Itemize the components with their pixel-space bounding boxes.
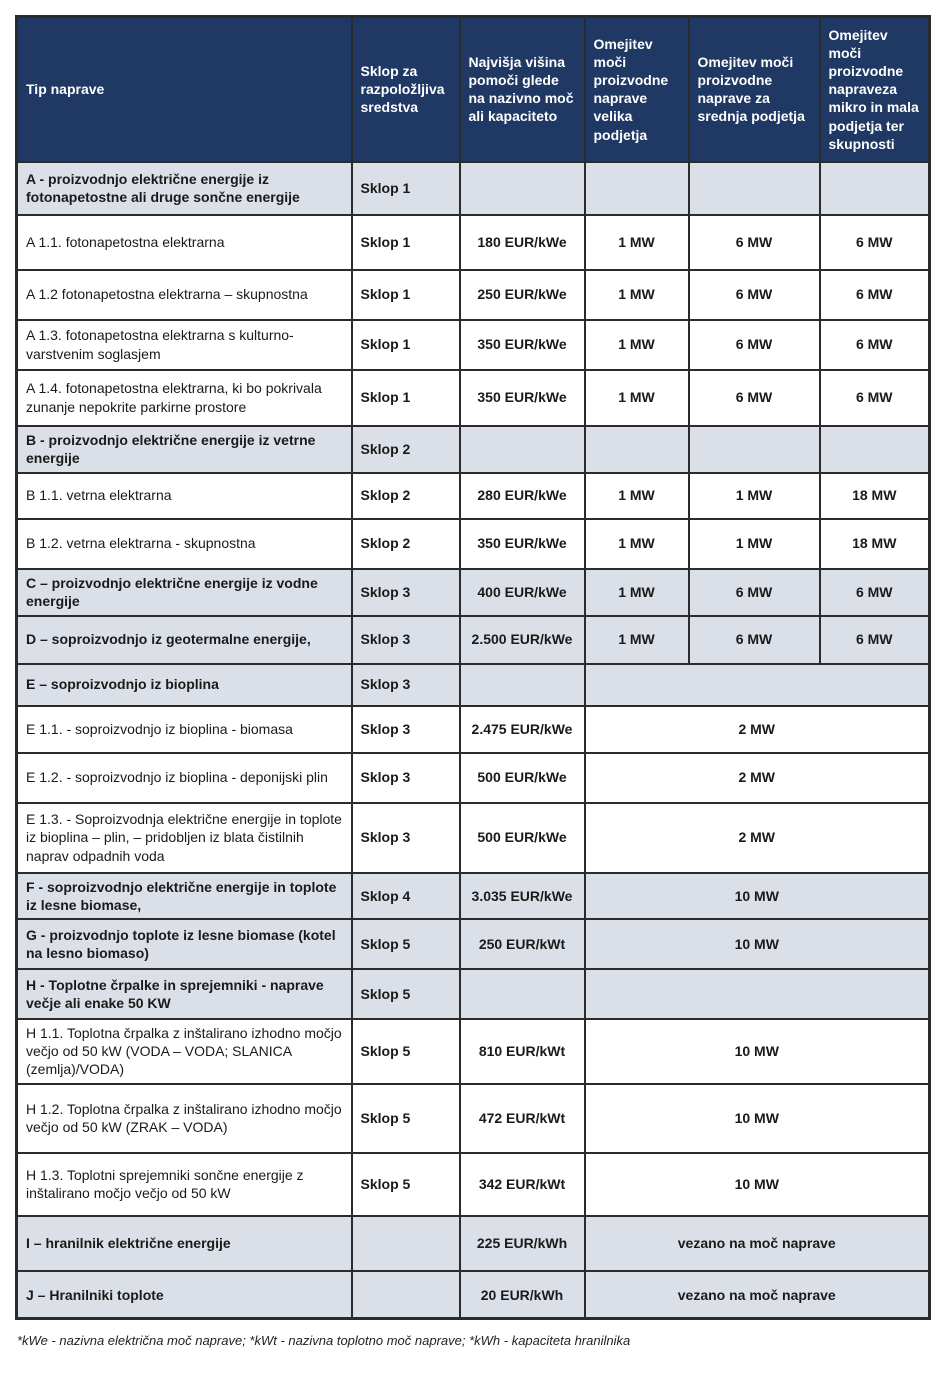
limit-medium-cell: 6 MW	[689, 569, 820, 616]
sklop-cell: Sklop 2	[352, 426, 460, 473]
device-type-cell: H 1.1. Toplotna črpalka z inštalirano izhodno močjo večjo od 50 kW (VODA – VODA; SLANICA (zemlja)/VODA)	[17, 1019, 352, 1084]
col-header-sklop: Sklop za razpoložljiva sredstva	[352, 17, 460, 162]
table-row	[17, 969, 930, 1019]
sklop-cell: Sklop 5	[352, 919, 460, 969]
col-header-limit-large: Omejitev moči proizvodne naprave velika podjetja	[585, 17, 689, 162]
header-row	[17, 17, 930, 162]
device-type-cell: I – hranilnik električne energije	[17, 1216, 352, 1271]
limit-merged-cell: 2 MW	[585, 706, 930, 753]
sklop-cell: Sklop 3	[352, 664, 460, 706]
aid-amount-cell: 250 EUR/kWt	[460, 919, 585, 969]
table-row	[17, 473, 930, 519]
device-type-cell: B - proizvodnjo električne energije iz vetrne energije	[17, 426, 352, 473]
device-type-cell: F - soproizvodnjo električne energije in toplote iz lesne biomase,	[17, 873, 352, 919]
sklop-cell: Sklop 1	[352, 370, 460, 426]
device-type-cell: A 1.3. fotonapetostna elektrarna s kulturno-varstvenim soglasjem	[17, 320, 352, 370]
limit-micro-cell	[820, 426, 930, 473]
limit-large-cell: 1 MW	[585, 616, 689, 664]
table-row	[17, 320, 930, 370]
limit-merged-cell	[585, 969, 930, 1019]
limit-merged-cell: 10 MW	[585, 1019, 930, 1084]
sklop-cell: Sklop 1	[352, 162, 460, 215]
table-row	[17, 919, 930, 969]
col-header-max-aid: Najvišja višina pomoči glede na nazivno moč ali kapaciteto	[460, 17, 585, 162]
table-row	[17, 1216, 930, 1271]
device-type-cell: C – proizvodnjo električne energije iz vodne energije	[17, 569, 352, 616]
device-type-cell: A - proizvodnjo električne energije iz fotonapetostne ali druge sončne energije	[17, 162, 352, 215]
aid-amount-cell: 3.035 EUR/kWe	[460, 873, 585, 919]
limit-merged-cell: 2 MW	[585, 753, 930, 803]
limit-large-cell: 1 MW	[585, 270, 689, 320]
limit-large-cell	[585, 162, 689, 215]
limit-merged-cell: vezano na moč naprave	[585, 1216, 930, 1271]
limit-medium-cell: 1 MW	[689, 519, 820, 569]
table-row	[17, 873, 930, 919]
sklop-cell: Sklop 3	[352, 616, 460, 664]
table-row	[17, 426, 930, 473]
limit-medium-cell	[689, 426, 820, 473]
limit-micro-cell: 6 MW	[820, 270, 930, 320]
aid-amount-cell	[460, 969, 585, 1019]
sklop-cell: Sklop 3	[352, 753, 460, 803]
device-type-cell: B 1.2. vetrna elektrarna - skupnostna	[17, 519, 352, 569]
limit-merged-cell: 10 MW	[585, 1153, 930, 1216]
aid-amount-cell: 500 EUR/kWe	[460, 803, 585, 873]
table-row	[17, 162, 930, 215]
aid-amount-cell: 2.500 EUR/kWe	[460, 616, 585, 664]
aid-amount-cell: 350 EUR/kWe	[460, 370, 585, 426]
aid-amount-cell: 350 EUR/kWe	[460, 519, 585, 569]
table-body	[17, 162, 930, 1319]
table-header	[17, 17, 930, 162]
sklop-cell: Sklop 1	[352, 215, 460, 270]
limit-medium-cell: 6 MW	[689, 215, 820, 270]
device-type-cell: H 1.2. Toplotna črpalka z inštalirano izhodno močjo večjo od 50 kW (ZRAK – VODA)	[17, 1084, 352, 1153]
subsidy-table	[15, 15, 931, 1320]
limit-merged-cell: 10 MW	[585, 873, 930, 919]
table-row	[17, 753, 930, 803]
table-row	[17, 1271, 930, 1319]
sklop-cell: Sklop 3	[352, 569, 460, 616]
limit-large-cell: 1 MW	[585, 473, 689, 519]
device-type-cell: H 1.3. Toplotni sprejemniki sončne energije z inštalirano močjo večjo od 50 kW	[17, 1153, 352, 1216]
aid-amount-cell: 225 EUR/kWh	[460, 1216, 585, 1271]
device-type-cell: B 1.1. vetrna elektrarna	[17, 473, 352, 519]
limit-large-cell: 1 MW	[585, 519, 689, 569]
aid-amount-cell: 342 EUR/kWt	[460, 1153, 585, 1216]
table-row	[17, 270, 930, 320]
limit-micro-cell: 18 MW	[820, 519, 930, 569]
sklop-cell: Sklop 3	[352, 803, 460, 873]
device-type-cell: A 1.4. fotonapetostna elektrarna, ki bo pokrivala zunanje nepokrite parkirne prostore	[17, 370, 352, 426]
aid-amount-cell: 500 EUR/kWe	[460, 753, 585, 803]
limit-merged-cell: 10 MW	[585, 919, 930, 969]
col-header-limit-medium: Omejitev moči proizvodne naprave za srednja podjetja	[689, 17, 820, 162]
limit-large-cell: 1 MW	[585, 215, 689, 270]
table-row	[17, 519, 930, 569]
table-row	[17, 1019, 930, 1084]
table-row	[17, 370, 930, 426]
limit-micro-cell: 6 MW	[820, 370, 930, 426]
aid-amount-cell: 20 EUR/kWh	[460, 1271, 585, 1319]
sklop-cell: Sklop 4	[352, 873, 460, 919]
limit-merged-cell: 10 MW	[585, 1084, 930, 1153]
aid-amount-cell: 280 EUR/kWe	[460, 473, 585, 519]
footnote: *kWe - nazivna električna moč naprave; *kWt - nazivna toplotno moč naprave; *kWh - kapaciteta hranilnika	[17, 1333, 631, 1349]
limit-large-cell: 1 MW	[585, 569, 689, 616]
aid-amount-cell	[460, 426, 585, 473]
sklop-cell: Sklop 5	[352, 969, 460, 1019]
limit-medium-cell: 6 MW	[689, 270, 820, 320]
aid-amount-cell: 400 EUR/kWe	[460, 569, 585, 616]
sklop-cell	[352, 1216, 460, 1271]
device-type-cell: E – soproizvodnjo iz bioplina	[17, 664, 352, 706]
device-type-cell: D – soproizvodnjo iz geotermalne energije,	[17, 616, 352, 664]
limit-large-cell	[585, 426, 689, 473]
limit-micro-cell: 6 MW	[820, 569, 930, 616]
aid-amount-cell: 250 EUR/kWe	[460, 270, 585, 320]
device-type-cell: G - proizvodnjo toplote iz lesne biomase (kotel na lesno biomaso)	[17, 919, 352, 969]
device-type-cell: A 1.2 fotonapetostna elektrarna – skupnostna	[17, 270, 352, 320]
limit-medium-cell: 6 MW	[689, 616, 820, 664]
limit-micro-cell: 18 MW	[820, 473, 930, 519]
limit-merged-cell: 2 MW	[585, 803, 930, 873]
sklop-cell: Sklop 5	[352, 1153, 460, 1216]
aid-amount-cell: 180 EUR/kWe	[460, 215, 585, 270]
sklop-cell: Sklop 2	[352, 519, 460, 569]
sklop-cell: Sklop 1	[352, 320, 460, 370]
aid-amount-cell	[460, 162, 585, 215]
table-row	[17, 1084, 930, 1153]
sklop-cell	[352, 1271, 460, 1319]
limit-merged-cell: vezano na moč naprave	[585, 1271, 930, 1319]
limit-large-cell: 1 MW	[585, 320, 689, 370]
aid-amount-cell: 2.475 EUR/kWe	[460, 706, 585, 753]
table-row	[17, 616, 930, 664]
limit-micro-cell: 6 MW	[820, 320, 930, 370]
device-type-cell: H - Toplotne črpalke in sprejemniki - naprave večje ali enake 50 KW	[17, 969, 352, 1019]
limit-medium-cell: 6 MW	[689, 320, 820, 370]
device-type-cell: E 1.3. - Soproizvodnja električne energije in toplote iz bioplina – plin, – pridobljen iz blata čistilnih naprav odpadnih voda	[17, 803, 352, 873]
device-type-cell: E 1.2. - soproizvodnjo iz bioplina - deponijski plin	[17, 753, 352, 803]
limit-merged-cell	[585, 664, 930, 706]
sklop-cell: Sklop 5	[352, 1019, 460, 1084]
aid-amount-cell: 810 EUR/kWt	[460, 1019, 585, 1084]
limit-medium-cell: 6 MW	[689, 370, 820, 426]
col-header-limit-micro: Omejitev moči proizvodne napraveza mikro in mala podjetja ter skupnosti	[820, 17, 930, 162]
limit-large-cell: 1 MW	[585, 370, 689, 426]
sklop-cell: Sklop 2	[352, 473, 460, 519]
table-row	[17, 664, 930, 706]
table-row	[17, 706, 930, 753]
sklop-cell: Sklop 3	[352, 706, 460, 753]
device-type-cell: E 1.1. - soproizvodnjo iz bioplina - biomasa	[17, 706, 352, 753]
sklop-cell: Sklop 5	[352, 1084, 460, 1153]
aid-amount-cell	[460, 664, 585, 706]
limit-medium-cell	[689, 162, 820, 215]
limit-micro-cell	[820, 162, 930, 215]
sklop-cell: Sklop 1	[352, 270, 460, 320]
limit-micro-cell: 6 MW	[820, 215, 930, 270]
device-type-cell: A 1.1. fotonapetostna elektrarna	[17, 215, 352, 270]
col-header-device-type: Tip naprave	[17, 17, 352, 162]
aid-amount-cell: 350 EUR/kWe	[460, 320, 585, 370]
aid-amount-cell: 472 EUR/kWt	[460, 1084, 585, 1153]
limit-micro-cell: 6 MW	[820, 616, 930, 664]
table-row	[17, 1153, 930, 1216]
table-row	[17, 803, 930, 873]
table-row	[17, 215, 930, 270]
device-type-cell: J – Hranilniki toplote	[17, 1271, 352, 1319]
table-row	[17, 569, 930, 616]
limit-medium-cell: 1 MW	[689, 473, 820, 519]
